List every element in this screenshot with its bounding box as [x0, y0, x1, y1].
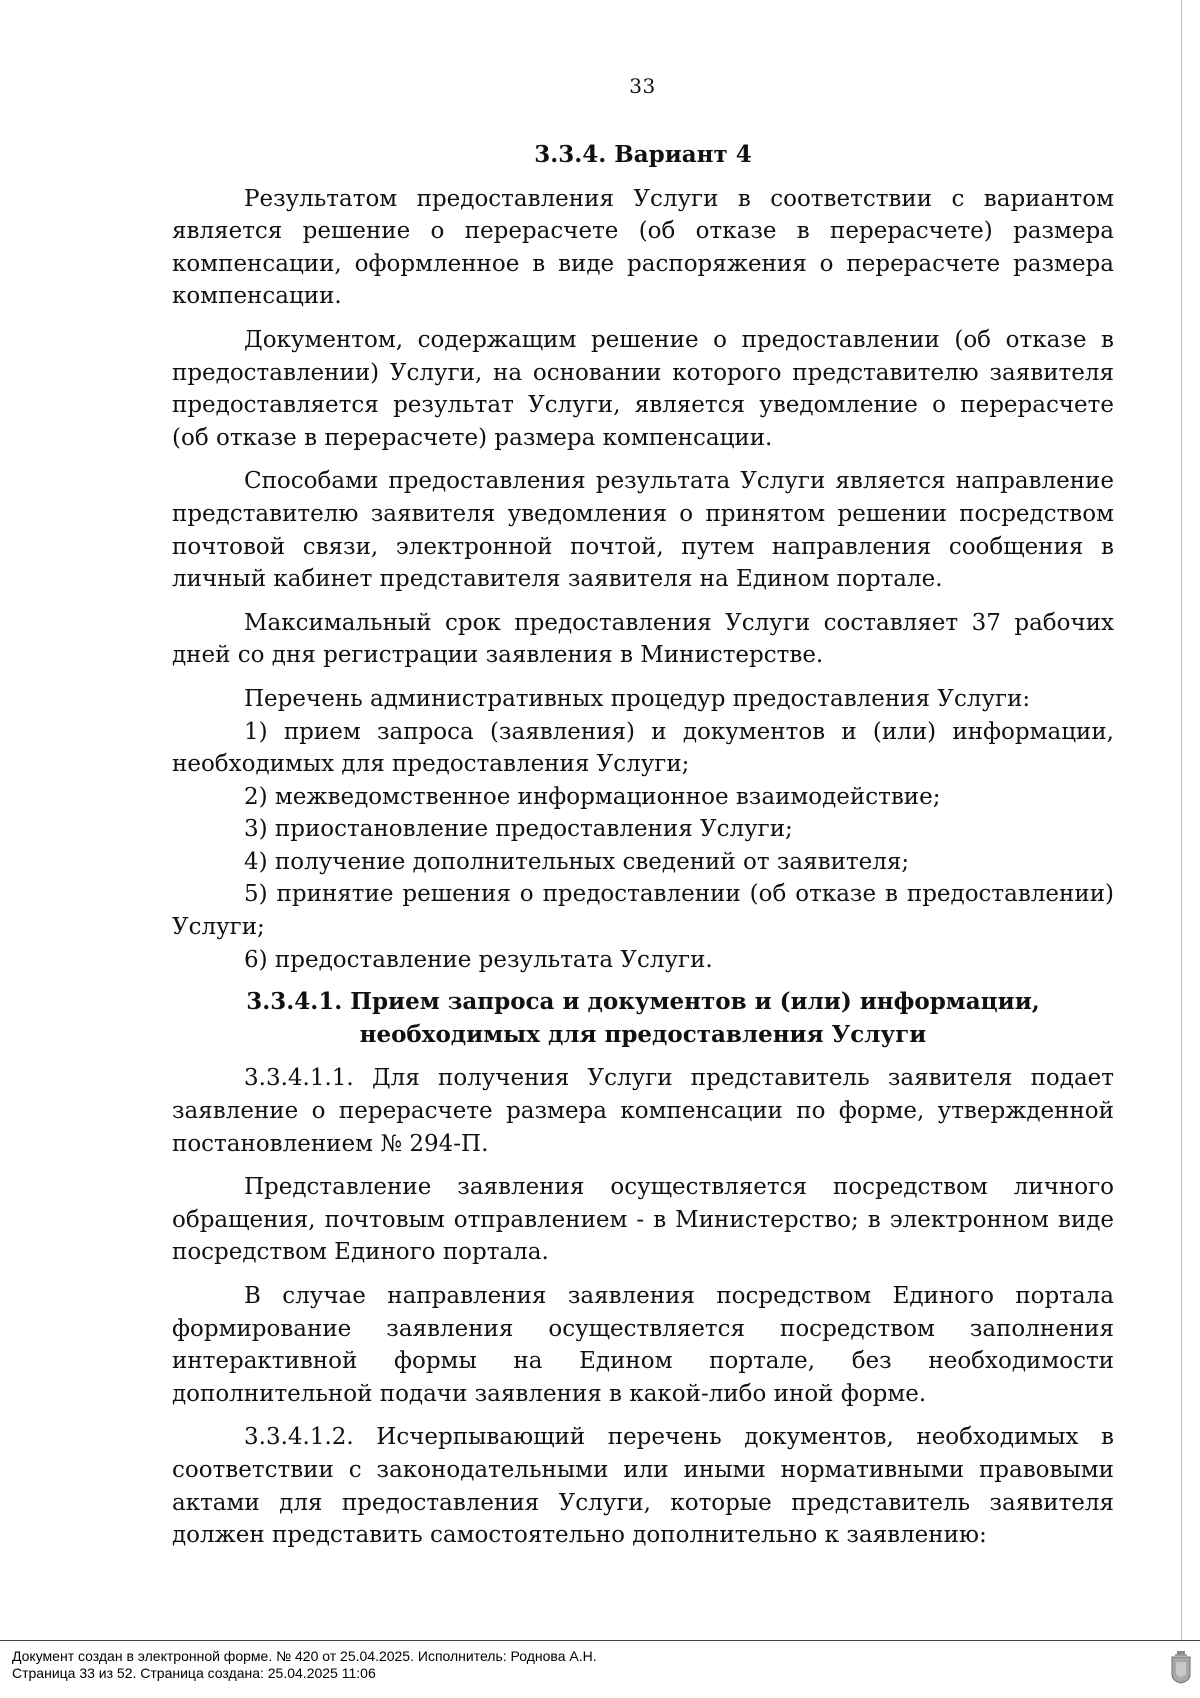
footer-line-page: Страница 33 из 52. Страница создана: 25.04.2025 11:06	[12, 1665, 376, 1681]
paragraph-submission: Представление заявления осуществляется посредством личного обращения, почтовым отправлением - в Министерство; в электронном виде посредством Единого портала.	[172, 1174, 1114, 1266]
coat-of-arms-icon	[1170, 1650, 1192, 1684]
procedure-item: 2) межведомственное информационное взаимодействие;	[244, 783, 941, 810]
procedures-intro: Перечень административных процедур предоставления Услуги:	[244, 685, 1031, 712]
page-number: 33	[629, 74, 656, 98]
paragraph-document: Документом, содержащим решение о предоставлении (об отказе в предоставлении) Услуги, на основании которого представителю заявителя предоставляется результат Услуги, является уведомление о перерасчете (об отказе в перерасчете) размера компенсации.	[172, 326, 1114, 451]
procedure-item: 3) приостановление предоставления Услуги;	[244, 816, 793, 843]
paragraph-methods: Способами предоставления результата Услуги является направление представителю заявителя уведомления о принятом решении посредством почтовой связи, электронной почтой, путем направления сообщения в личный кабинет представителя заявителя на Едином портале.	[172, 468, 1114, 593]
subsection-heading: 3.3.4.1. Прием запроса и документов и (или) информации, необходимых для предоставления Услуги	[246, 988, 1040, 1048]
footer-metadata	[12, 1648, 597, 1682]
paragraph-documents-list: 3.3.4.1.2. Исчерпывающий перечень документов, необходимых в соответствии с законодательными или иными нормативными правовыми актами для предоставления Услуги, которые представитель заявителя должен представить самостоятельно дополнительно к заявлению:	[172, 1424, 1114, 1549]
procedure-item: 4) получение дополнительных сведений от заявителя;	[244, 848, 910, 875]
footer-divider	[0, 1640, 1200, 1641]
procedures-list	[172, 683, 1114, 976]
procedure-item: 5) принятие решения о предоставлении (об отказе в предоставлении) Услуги;	[172, 881, 1114, 941]
paragraph-result: Результатом предоставления Услуги в соответствии с вариантом является решение о перерасчете (об отказе в перерасчете) размера компенсации, оформленное в виде распоряжения о перерасчете размера компенсации.	[172, 185, 1114, 310]
paragraph-application: 3.3.4.1.1. Для получения Услуги представитель заявителя подает заявление о перерасчете размера компенсации по форме, утвержденной постановлением № 294-П.	[172, 1065, 1114, 1157]
footer-line-document: Документ создан в электронной форме. № 420 от 25.04.2025. Исполнитель: Роднова А.Н.	[12, 1648, 597, 1664]
paragraph-portal: В случае направления заявления посредством Единого портала формирование заявления осуществляется посредством заполнения интерактивной формы на Едином портале, без необходимости дополнительной подачи заявления в какой-либо иной форме.	[172, 1283, 1114, 1407]
procedure-item: 6) предоставление результата Услуги.	[244, 946, 713, 973]
document-body	[172, 139, 1114, 1563]
procedure-item: 1) прием запроса (заявления) и документов и (или) информации, необходимых для предоставления Услуги;	[172, 718, 1114, 778]
section-heading: 3.3.4. Вариант 4	[534, 141, 752, 168]
paragraph-deadline: Максимальный срок предоставления Услуги составляет 37 рабочих дней со дня регистрации заявления в Министерстве.	[172, 609, 1114, 669]
page-right-border	[1181, 0, 1182, 1640]
